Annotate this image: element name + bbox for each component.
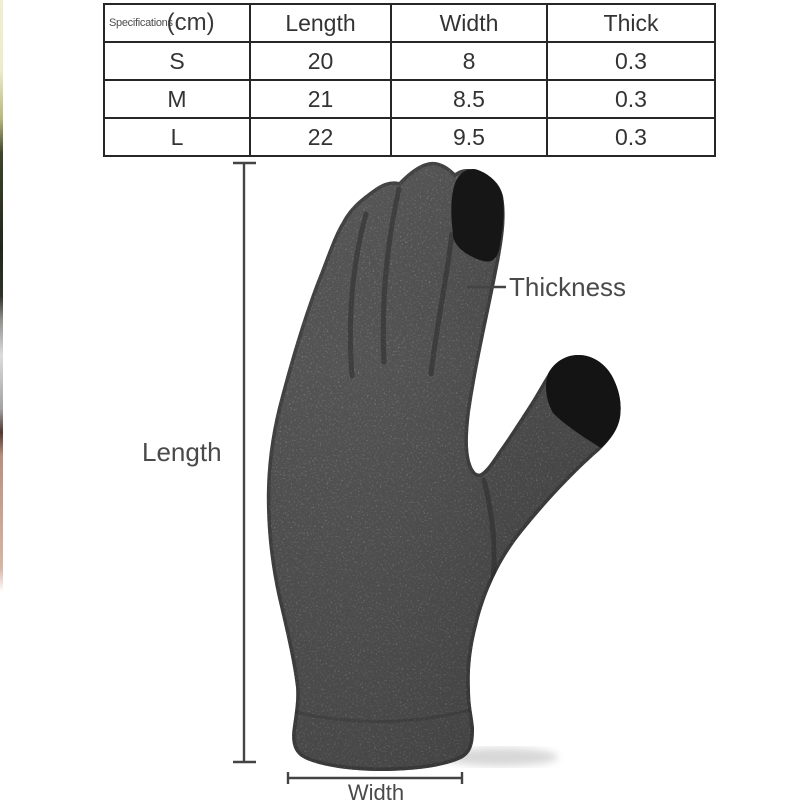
header-width-cell: Width xyxy=(391,4,547,42)
width-cell: 8.5 xyxy=(391,80,547,118)
thickness-label: Thickness xyxy=(509,272,627,302)
thick-cell: 0.3 xyxy=(547,80,715,118)
specifications-label: Specifications xyxy=(109,17,173,29)
size-cell: M xyxy=(104,80,250,118)
length-cell: 20 xyxy=(250,42,391,80)
header-thick-cell: Thick xyxy=(547,4,715,42)
width-cell: 8 xyxy=(391,42,547,80)
header-length-cell: Length xyxy=(250,4,391,42)
width-cell: 9.5 xyxy=(391,118,547,156)
length-cell: 22 xyxy=(250,118,391,156)
thick-cell: 0.3 xyxy=(547,42,715,80)
unit-cm-label: (cm) xyxy=(166,9,215,36)
length-label: Length xyxy=(142,437,222,467)
size-cell: S xyxy=(104,42,250,80)
width-label: Width xyxy=(347,780,405,800)
size-cell: L xyxy=(104,118,250,156)
length-dimension-line xyxy=(233,163,256,762)
thick-cell: 0.3 xyxy=(547,118,715,156)
length-cell: 21 xyxy=(250,80,391,118)
